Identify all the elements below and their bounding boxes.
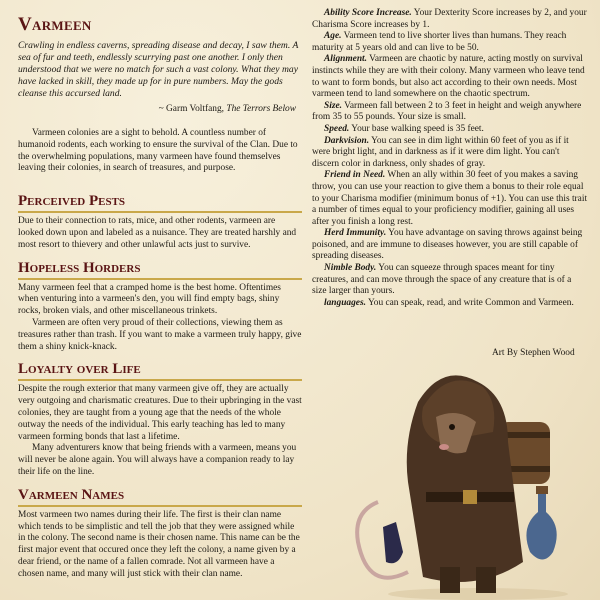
heading-rule: [18, 505, 302, 507]
trait-age: Age. Varmeen tend to live shorter lives than humans. They reach maturity at 5 years old and can live to be 50.: [312, 31, 567, 53]
trait-darkvision: Darkvision. You can see in dim light within 60 feet of you as if it were bright light, and in darkness as if it were dim light. You can't discern color in darkness, only shades of gray.: [312, 135, 569, 169]
art-credit: Art By Stephen Wood: [492, 348, 575, 358]
page-title: Varmeen: [18, 14, 92, 35]
trait-alignment: Alignment. Varmeen are chaotic by nature, acting mostly on survival instincts while they are with their colony. Many varmeen who leave tend to want to form bonds, but also act according to their own needs. Most varmeen tend to land somewhere on the chaotic spectrum.: [312, 54, 585, 100]
trait-size: Size. Varmeen fall between 2 to 3 feet in height and weigh anywhere from 35 to 55 pounds. Your size is small.: [312, 100, 582, 123]
intro-paragraph: Varmeen colonies are a sight to behold. A countless number of humanoid rodents, each working to ensure the survival of the Clan. Due to the overwhelming populations, many varmeen have found themselves leaving their colonies, in search of treasures, and purpose.: [18, 128, 298, 174]
trait-languages: languages. You can speak, read, and write Common and Varmeen.: [324, 297, 574, 308]
varmeen-illustration: [348, 362, 588, 600]
horders-paragraph-1: Many varmeen feel that a cramped home is the best home. Oftentimes when venturing into a varmeen's den, you will find empty bags, shiny rocks, broken vials, and other miscellaneous trinkets.: [18, 282, 281, 317]
epigraph-quote: Crawling in endless caverns, spreading disease and decay, I saw them. A sea of fur and teeth, endlessly scurrying past one another. I only then understood that we were no match for such a vast colony. What they may have lacked in skill, they made up for in pure numbers. May the gods cleanse this accursed land.: [18, 40, 299, 99]
trait-friend-in-need: Friend in Need. When an ally within 30 feet of you makes a saving throw, you can use your reaction to give them a bonus to their role equal to your Charisma modifier (minimum bonus of +1). You can use this trait a number of times equal to your proficiency modifier, gaining all uses after you finish a long rest.: [312, 170, 588, 227]
heading-rule: [18, 379, 302, 381]
quote-author: ~ Garm Voltfang,: [158, 104, 225, 114]
right-column: [312, 8, 588, 309]
names-paragraph: Most varmeen two names during their life. The first is their clan name which tends to be simplistic and tell the job that they were assigned while in the colony. The second name is their chosen name. This name can be the first major event that occured once they left the colony, a name given by a dear friend, or the name of a fallen comrade. Not all varmeen have a chosen name, and many will just stick with their clan name.: [18, 509, 300, 579]
section-heading-loyalty: Loyalty over Life: [18, 361, 141, 378]
pests-paragraph: Due to their connection to rats, mice, and other rodents, varmeen are looked down upon and labeled as a nuisance. They are treated harshly and most resort to thievery and other unlawful acts just to survive.: [18, 216, 297, 250]
heading-rule: [18, 211, 302, 213]
loyalty-paragraph-1: Despite the rough exterior that many varmeen give off, they are actually very outgoing and charismatic creatures. Due to their upbringing in the vast colonies, they are taught from a young age that the needs of the whole outway the needs of the individual. This early teaching has led to many varmeen forming bonds that last a lifetime.: [18, 384, 302, 442]
loyalty-paragraph-2: Many adventurers know that being friends with a varmeen, means you will never be alone again. You will always have a companion ready to lay their life on the line.: [18, 443, 297, 477]
section-heading-pests: Perceived Pests: [18, 193, 126, 210]
left-column: [18, 0, 302, 581]
horders-paragraph-2: Varmeen are often very proud of their collections, viewing them as treasures rather than trash. If you want to make a varmeen truly happy, give them a shiny knick-knack.: [18, 317, 302, 352]
trait-ability-score: Ability Score Increase. Your Dexterity Score increases by 2, and your Charisma Score increases by 1.: [312, 8, 587, 30]
quote-source: The Terrors Below: [226, 104, 296, 114]
epigraph-attribution: [18, 104, 296, 114]
trait-nimble-body: Nimble Body. You can squeeze through spaces meant for tiny creatures, and can move through the space of any creature that is of a size larger than yours.: [312, 263, 572, 297]
section-heading-horders: Hopeless Horders: [18, 259, 141, 276]
trait-herd-immunity: Herd Immunity. You have advantage on saving throws against being poisoned, and are immune to diseases however, you are still capable of spreading diseases.: [312, 228, 583, 262]
heading-rule: [18, 278, 302, 280]
section-heading-names: Varmeen Names: [18, 486, 125, 503]
trait-speed: Speed. Your base walking speed is 35 feet.: [324, 123, 484, 134]
